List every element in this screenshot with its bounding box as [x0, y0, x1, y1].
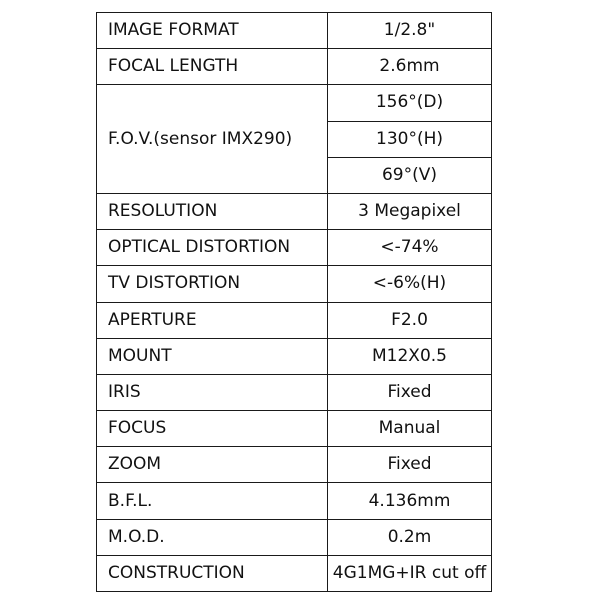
spec-label-iris: IRIS [97, 374, 328, 410]
spec-value-zoom: Fixed [328, 447, 492, 483]
spec-label-focal-length: FOCAL LENGTH [97, 49, 328, 85]
spec-value-focus: Manual [328, 411, 492, 447]
spec-label-bfl: B.F.L. [97, 483, 328, 519]
spec-value-fov-horizontal: 130°(H) [328, 121, 492, 157]
spec-label-image-format: IMAGE FORMAT [97, 13, 328, 49]
spec-value-mod: 0.2m [328, 519, 492, 555]
spec-value-focal-length: 2.6mm [328, 49, 492, 85]
spec-label-aperture: APERTURE [97, 302, 328, 338]
table-row [97, 266, 492, 302]
spec-value-construction: 4G1MG+IR cut off [328, 555, 492, 591]
spec-label-zoom: ZOOM [97, 447, 328, 483]
spec-value-optical-distortion: <-74% [328, 230, 492, 266]
spec-value-bfl: 4.136mm [328, 483, 492, 519]
table-row [97, 302, 492, 338]
spec-label-focus: FOCUS [97, 411, 328, 447]
spec-label-tv-distortion: TV DISTORTION [97, 266, 328, 302]
spec-value-iris: Fixed [328, 374, 492, 410]
spec-label-resolution: RESOLUTION [97, 193, 328, 229]
lens-spec-table [96, 12, 492, 592]
table-row [97, 230, 492, 266]
table-row [97, 49, 492, 85]
spec-value-tv-distortion: <-6%(H) [328, 266, 492, 302]
spec-value-fov-diagonal: 156°(D) [328, 85, 492, 121]
spec-value-aperture: F2.0 [328, 302, 492, 338]
table-row [97, 374, 492, 410]
spec-value-mount: M12X0.5 [328, 338, 492, 374]
spec-label-mod: M.O.D. [97, 519, 328, 555]
spec-value-image-format: 1/2.8" [328, 13, 492, 49]
spec-value-resolution: 3 Megapixel [328, 193, 492, 229]
table-row [97, 338, 492, 374]
spec-label-optical-distortion: OPTICAL DISTORTION [97, 230, 328, 266]
spec-label-construction: CONSTRUCTION [97, 555, 328, 591]
spec-value-fov-vertical: 69°(V) [328, 157, 492, 193]
table-row [97, 483, 492, 519]
table-row [97, 555, 492, 591]
table-row [97, 13, 492, 49]
table-row [97, 85, 492, 121]
spec-label-fov: F.O.V.(sensor IMX290) [97, 85, 328, 194]
table-row [97, 519, 492, 555]
table-row [97, 411, 492, 447]
table-row [97, 447, 492, 483]
table-row [97, 193, 492, 229]
spec-label-mount: MOUNT [97, 338, 328, 374]
